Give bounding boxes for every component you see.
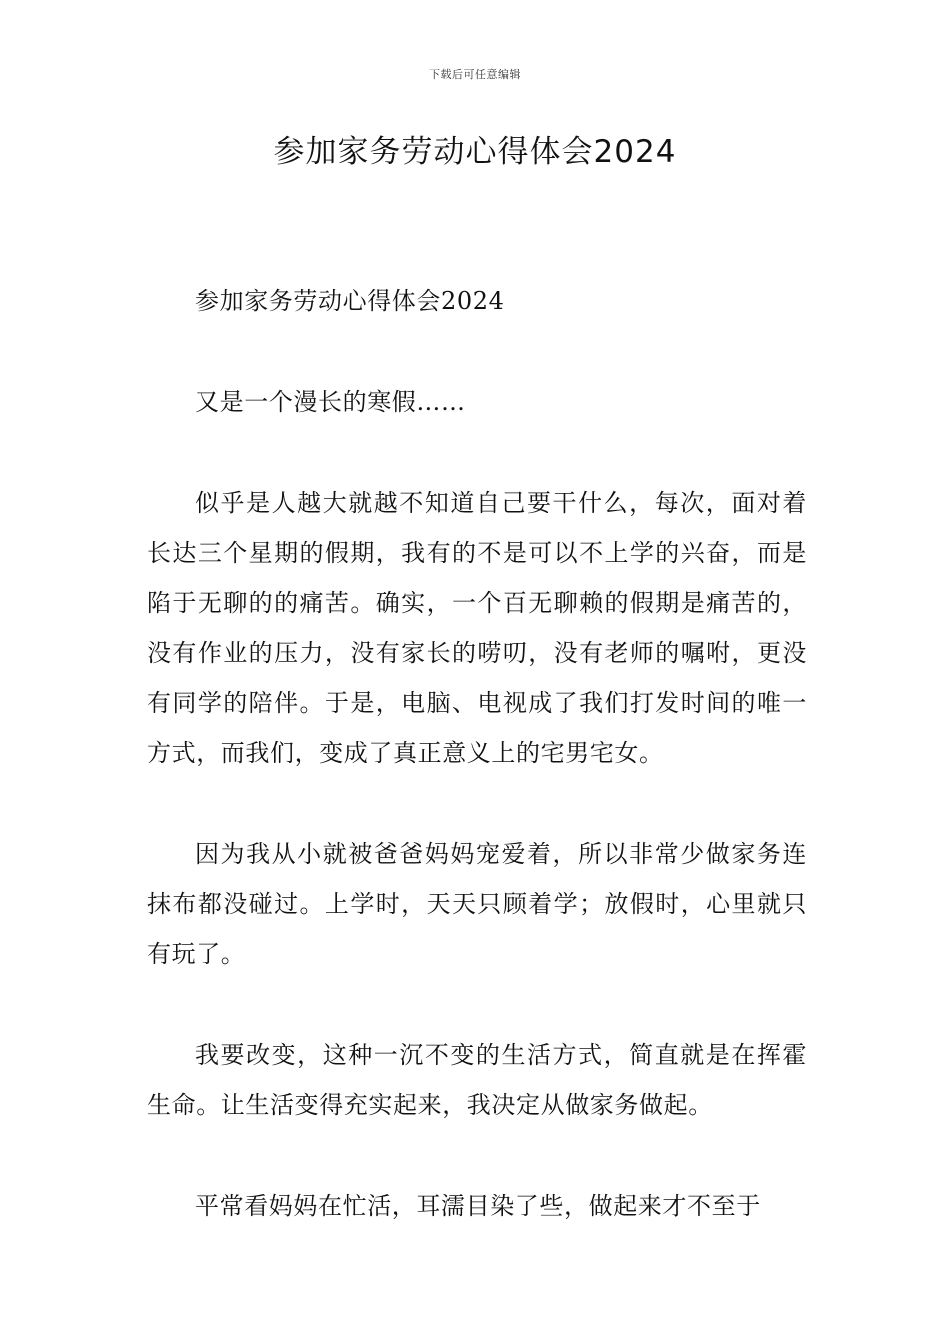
paragraph: 因为我从小就被爸爸妈妈宠爱着，所以非常少做家务连抹布都没碰过。上学时，天天只顾着学；放假时，心里就只有玩了。 (147, 840, 807, 968)
header-note: 下载后可任意编辑 (429, 68, 521, 81)
paragraph: 我要改变，这种一沉不变的生活方式，简直就是在挥霍生命。让生活变得充实起来，我决定从做家务做起。 (147, 1041, 807, 1119)
paragraph: 又是一个漫长的寒假…… (195, 388, 466, 416)
paragraph: 似乎是人越大就越不知道自己要干什么，每次，面对着长达三个星期的假期，我有的不是可以不上学的兴奋，而是陷于无聊的的痛苦。确实，一个百无聊赖的假期是痛苦的，没有作业的压力，没有家长的唠叨，没有老师的嘱咐，更没有同学的陪伴。于是，电脑、电视成了我们打发时间的唯一方式，而我们，变成了真正意义上的宅男宅女。 (147, 489, 807, 767)
paragraph: 平常看妈妈在忙活，耳濡目染了些，做起来才不至于 (195, 1192, 761, 1220)
page-title: 参加家务劳动心得体会2024 (273, 134, 677, 170)
document-body (147, 276, 807, 1282)
paragraph-subtitle: 参加家务劳动心得体会2024 (195, 287, 505, 315)
